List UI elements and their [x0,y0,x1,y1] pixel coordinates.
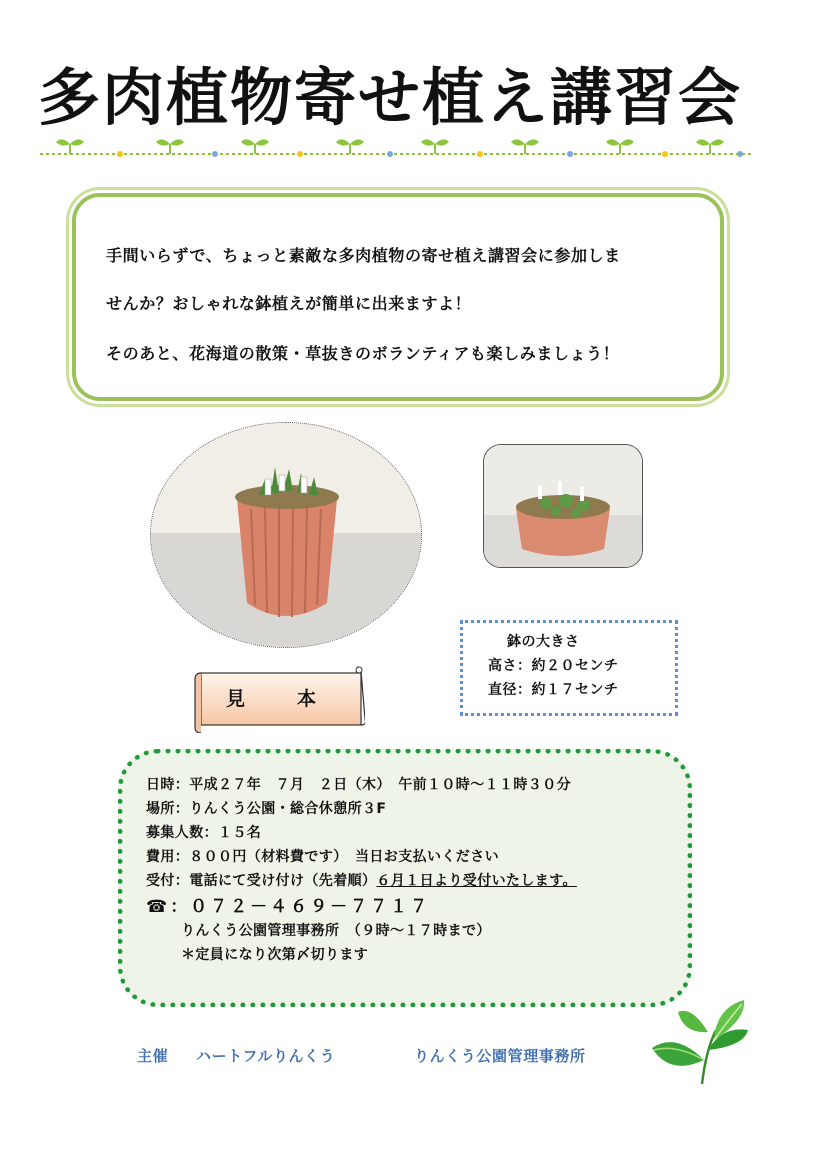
intro-line-3: そのあと、花海道の散策・草抜きのボランティアも楽しみましょう！ [106,344,620,363]
event-phone [146,892,430,917]
event-info-box [118,749,692,1007]
sample-photo-round-pot [483,444,643,568]
sprout-divider [40,130,752,160]
intro-line-2: せんか？おしゃれな鉢植えが簡単に出来ますよ！ [106,294,472,313]
reception-start-date: ６月１日より受付いたします。 [376,873,577,889]
pot-size-heading: 鉢の大きさ [507,634,580,650]
event-capacity: 募集人数：１５名 [146,825,262,841]
organizer-name: ハートフルりんくう [196,1047,336,1065]
pot-height: 高さ：約２０センチ [488,658,619,674]
phone-icon: ☎ [146,897,171,917]
reception-method: 受付：電話にて受け付け（先着順） [146,873,377,889]
capacity-note: ＊定員になり次第〆切ります [181,947,369,963]
event-fee: 費用：８００円（材料費です） 当日お支払いください [146,849,499,865]
phone-number: ：０７２－４６９－７７１７ [170,897,431,917]
park-office-name: りんくう公園管理事務所 [414,1047,586,1065]
leaf-icon [648,1000,748,1088]
pot-diameter: 直径：約１７センチ [488,682,619,698]
event-reception [146,870,577,890]
event-datetime: 日時：平成２７年 ７月 ２日（木） 午前１０時～１１時３０分 [146,777,571,793]
sample-photo-tall-pot [150,422,422,648]
pot-size-box [460,620,678,716]
page-title: 多肉植物寄せ植え講習会 [38,61,743,134]
sample-label: 見本 [226,688,369,710]
intro-line-1: 手間いらずで、ちょっと素敵な多肉植物の寄せ植え講習会に参加しま [106,246,621,265]
event-place: 場所：りんくう公園・総合休憩所３F [146,801,387,817]
organizer-label: 主催 [137,1047,169,1065]
office-hours: りんくう公園管理事務所 （９時～１７時まで） [181,923,491,939]
intro-box [72,193,724,401]
